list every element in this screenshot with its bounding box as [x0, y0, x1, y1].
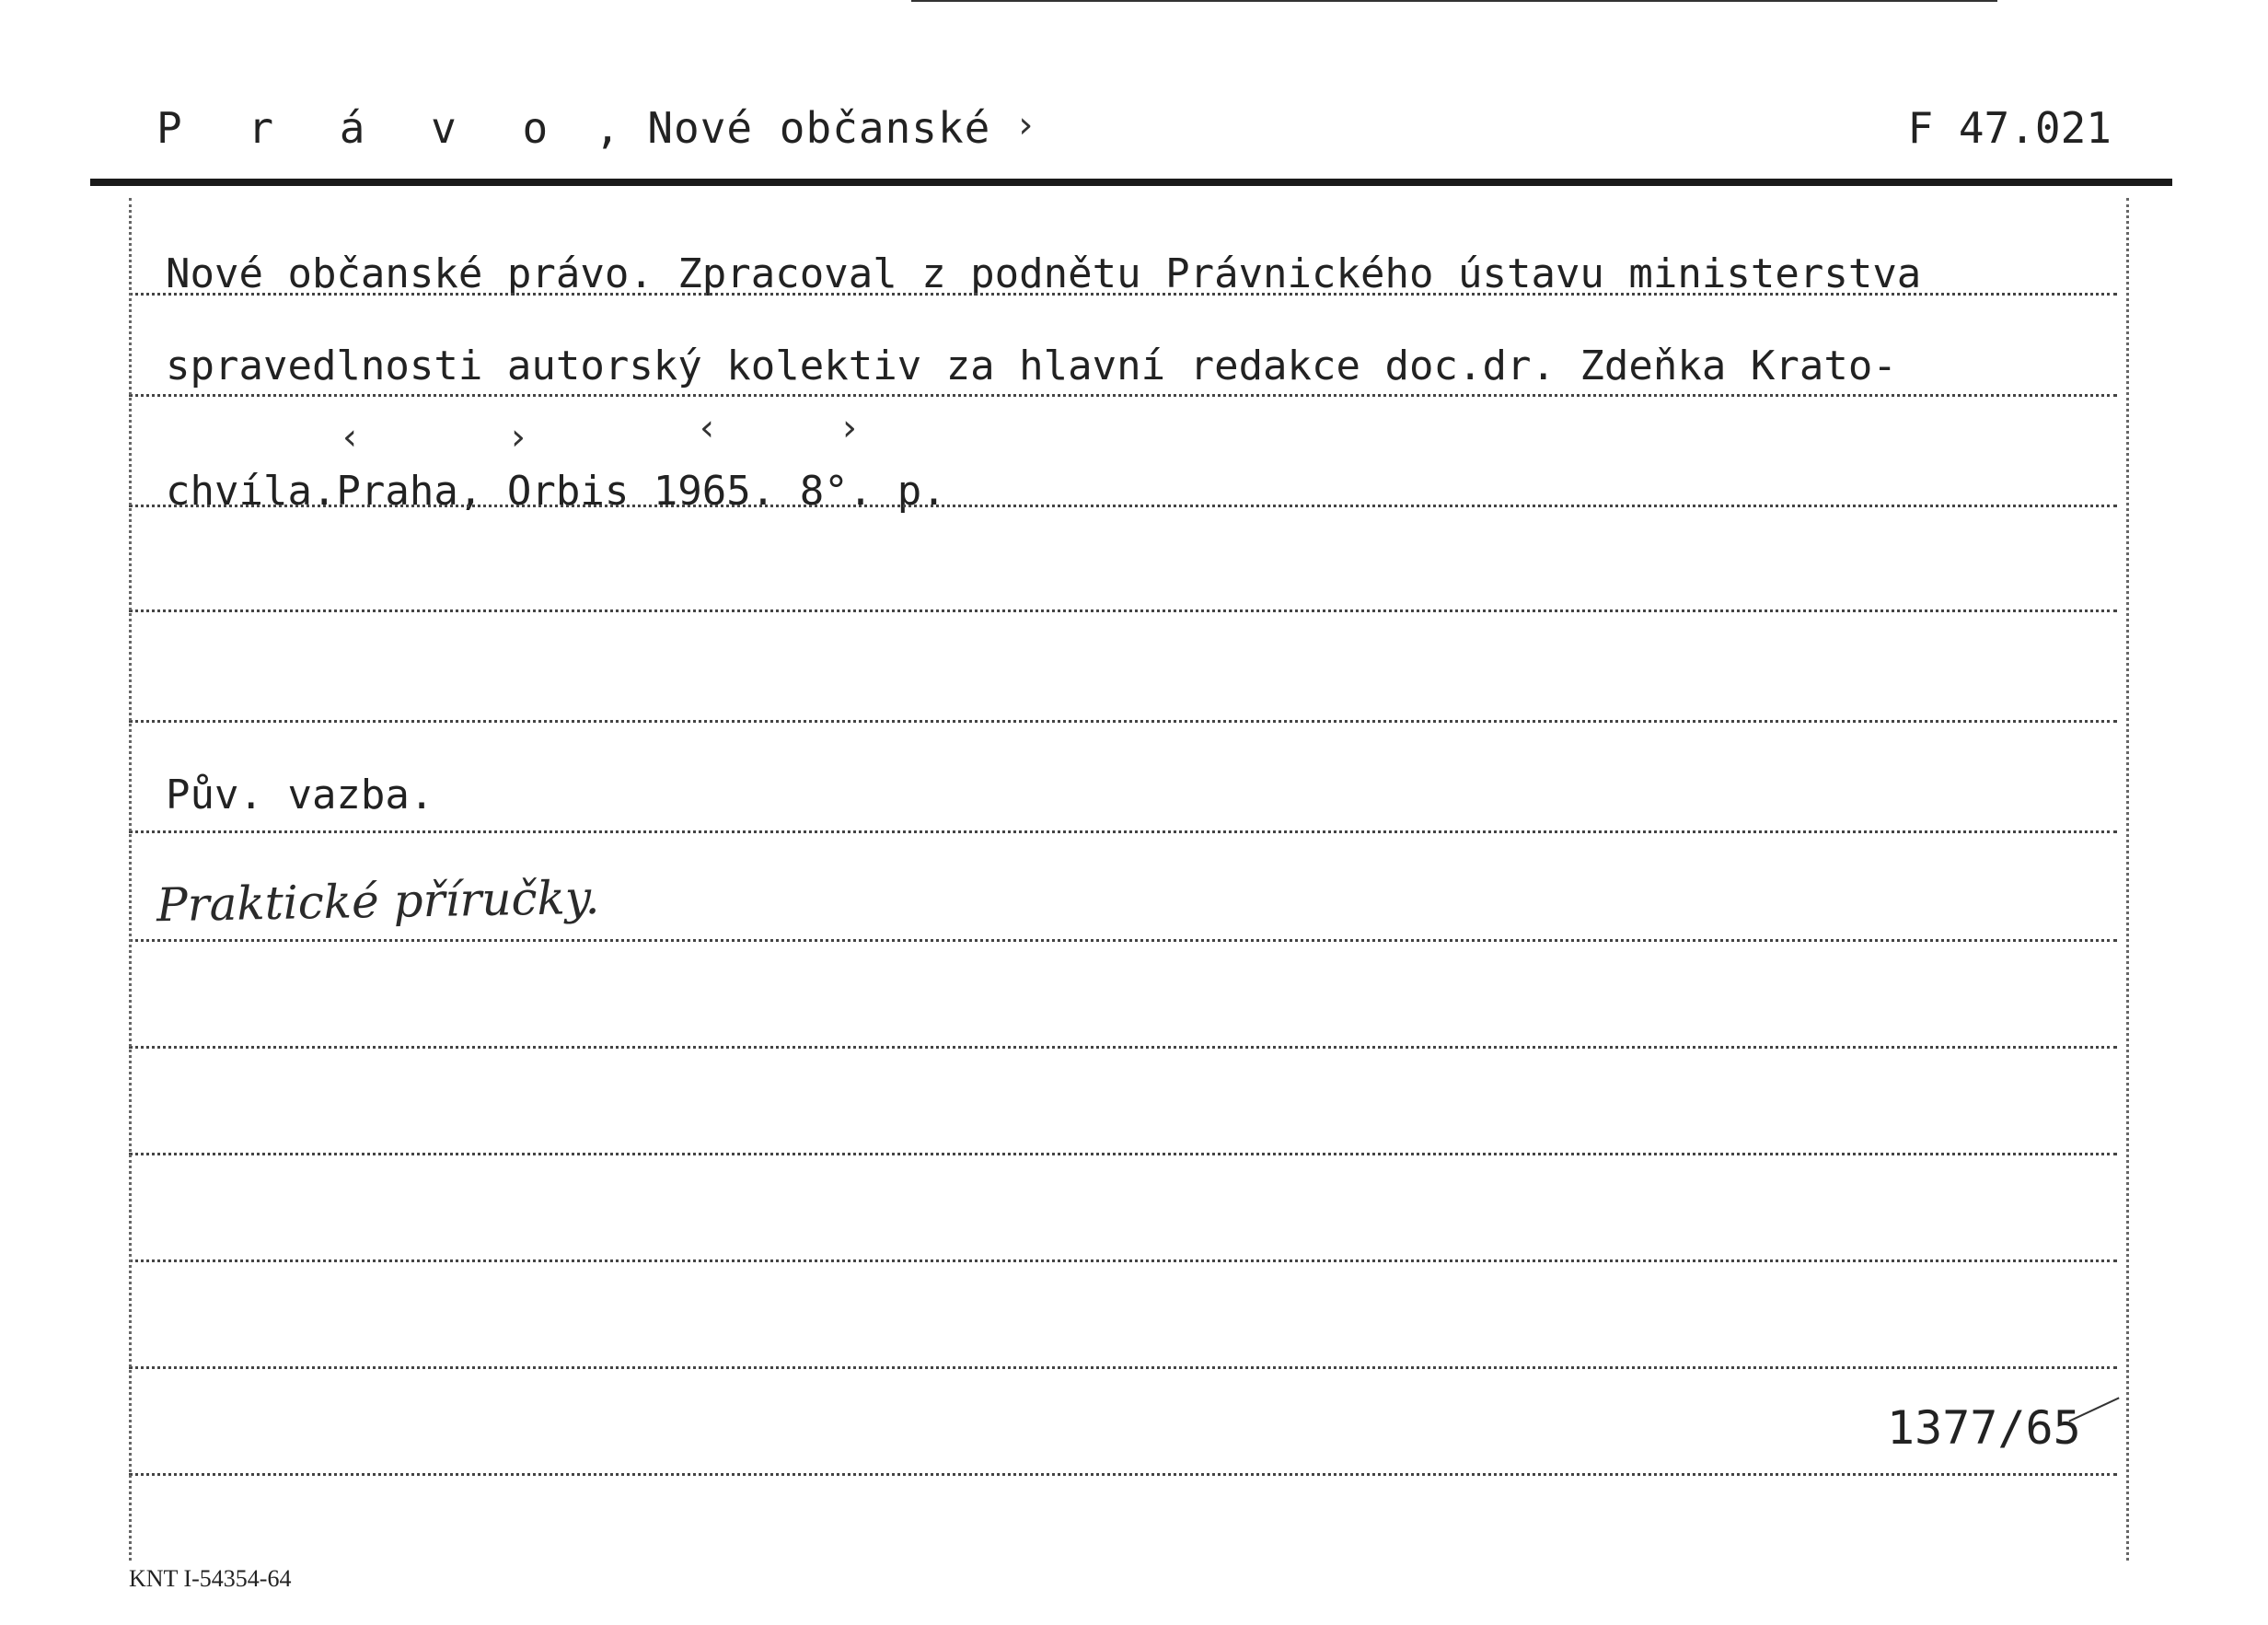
binding-note: Pův. vazba.	[166, 772, 434, 818]
top-edge-rule	[911, 0, 1997, 2]
ruled-line	[129, 939, 2117, 942]
left-margin-dots	[129, 198, 132, 1561]
accession-number: 1377/65	[1887, 1401, 2081, 1455]
chevron-right-icon: ›	[842, 407, 857, 449]
heading-rule	[90, 179, 2172, 186]
right-margin-dots	[2126, 198, 2129, 1561]
ruled-line	[129, 505, 2117, 507]
ruled-line	[129, 830, 2117, 833]
ruled-line	[129, 1366, 2117, 1369]
ruled-line	[129, 1473, 2117, 1476]
call-number: F 47.021	[1907, 103, 2112, 153]
ruled-line	[129, 720, 2117, 723]
chevron-right-icon: ›	[1018, 104, 1035, 146]
ruled-line	[129, 1046, 2117, 1049]
chevron-right-icon: ›	[511, 416, 526, 458]
ruled-line	[129, 394, 2117, 397]
chevron-left-icon: ‹	[342, 416, 357, 458]
ruled-line	[129, 293, 2117, 296]
heading-rest: , Nové občanské	[568, 103, 991, 153]
chevron-left-icon: ‹	[700, 407, 714, 449]
ruled-line	[129, 1153, 2117, 1155]
ruled-line	[129, 1259, 2117, 1262]
heading-word: P r á v o	[156, 103, 569, 153]
body-line-3: chvíla.Praha, Orbis 1965. 8°. p.	[166, 468, 946, 515]
body-line-1: Nové občanské právo. Zpracoval z podnětu Právnického ústavu ministerstva	[166, 250, 1922, 297]
ruled-line	[129, 609, 2117, 612]
body-line-2: spravedlnosti autorský kolektiv za hlavní redakce doc.dr. Zdeňka Krato-	[166, 342, 1897, 389]
heading	[156, 103, 1035, 153]
handwritten-note: Praktické příručky.	[156, 870, 600, 933]
printer-mark: KNT I-54354-64	[129, 1565, 292, 1592]
